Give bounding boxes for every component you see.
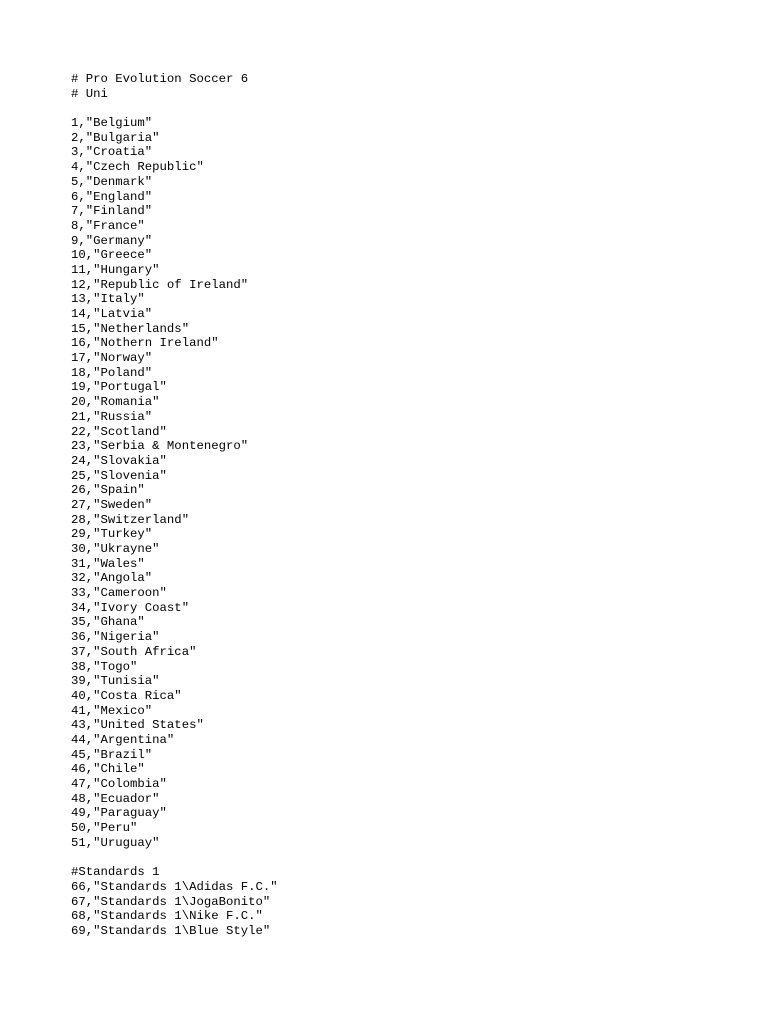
team-line: 22,"Scotland" [71, 424, 167, 439]
team-line: 35,"Ghana" [71, 615, 145, 630]
team-line: 1,"Belgium" [71, 116, 153, 131]
team-line: 21,"Russia" [71, 409, 153, 424]
team-line: 31,"Wales" [71, 556, 145, 571]
standards-line: 66,"Standards 1\Adidas F.C." [71, 879, 278, 894]
team-line: 16,"Nothern Ireland" [71, 336, 219, 351]
team-line: 46,"Chile" [71, 762, 145, 777]
team-line: 48,"Ecuador" [71, 791, 160, 806]
header-block [71, 72, 751, 101]
team-list [71, 116, 751, 850]
team-line: 39,"Tunisia" [71, 674, 160, 689]
team-line: 44,"Argentina" [71, 732, 175, 747]
team-line: 23,"Serbia & Montenegro" [71, 439, 249, 454]
team-line: 41,"Mexico" [71, 703, 153, 718]
team-line: 11,"Hungary" [71, 262, 160, 277]
team-line: 13,"Italy" [71, 292, 145, 307]
standards-line: 67,"Standards 1\JogaBonito" [71, 894, 271, 909]
team-line: 32,"Angola" [71, 571, 153, 586]
team-line: 37,"South Africa" [71, 644, 197, 659]
team-line: 15,"Netherlands" [71, 321, 190, 336]
team-line: 47,"Colombia" [71, 777, 167, 791]
team-line: 30,"Ukrayne" [71, 542, 160, 556]
team-line: 2,"Bulgaria" [71, 130, 160, 145]
team-line: 10,"Greece" [71, 248, 153, 263]
standards-block [71, 865, 751, 938]
document-page [71, 72, 751, 939]
team-line: 4,"Czech Republic" [71, 160, 204, 175]
standards-heading: #Standards 1 [71, 865, 160, 880]
blank-line [71, 850, 751, 865]
team-line: 20,"Romania" [71, 395, 160, 410]
team-line: 38,"Togo" [71, 659, 138, 674]
team-line: 14,"Latvia" [71, 307, 153, 321]
team-line: 29,"Turkey" [71, 527, 153, 542]
team-line: 34,"Ivory Coast" [71, 600, 190, 615]
team-line: 25,"Slovenia" [71, 468, 167, 483]
team-line: 36,"Nigeria" [71, 630, 160, 645]
standards-line: 69,"Standards 1\Blue Style" [71, 923, 271, 938]
header-subtitle-line: # Uni [71, 86, 108, 101]
team-line: 8,"France" [71, 218, 145, 233]
team-line: 5,"Denmark" [71, 174, 153, 189]
blank-line [71, 101, 751, 116]
team-line: 24,"Slovakia" [71, 453, 167, 468]
standards-line: 68,"Standards 1\Nike F.C." [71, 909, 263, 924]
team-line: 3,"Croatia" [71, 145, 153, 160]
team-line: 12,"Republic of Ireland" [71, 277, 249, 292]
team-line: 17,"Norway" [71, 351, 153, 366]
team-line: 49,"Paraguay" [71, 806, 167, 821]
team-line: 43,"United States" [71, 718, 204, 733]
team-line: 6,"England" [71, 189, 153, 204]
team-line: 45,"Brazil" [71, 747, 153, 762]
team-line: 50,"Peru" [71, 821, 138, 836]
team-line: 27,"Sweden" [71, 497, 153, 512]
standards-list [71, 880, 751, 939]
team-line: 28,"Switzerland" [71, 512, 190, 527]
team-line: 33,"Cameroon" [71, 586, 167, 601]
header-title-line: # Pro Evolution Soccer 6 [71, 72, 249, 86]
team-line: 40,"Costa Rica" [71, 688, 182, 703]
team-line: 9,"Germany" [71, 233, 153, 248]
team-line: 19,"Portugal" [71, 380, 167, 395]
team-line: 18,"Poland" [71, 365, 153, 380]
team-line: 7,"Finland" [71, 204, 153, 219]
team-line: 26,"Spain" [71, 483, 145, 498]
team-line: 51,"Uruguay" [71, 835, 160, 850]
